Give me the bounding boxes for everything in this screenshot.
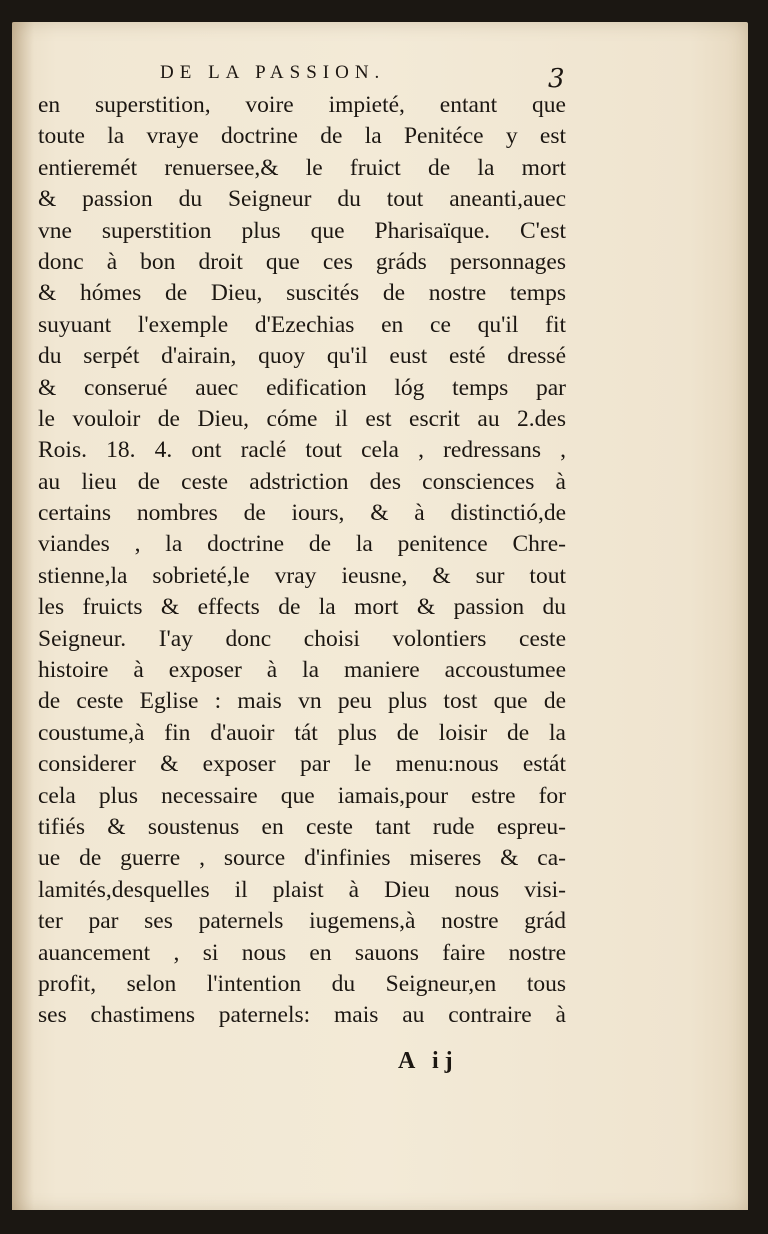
running-head: DE LA PASSION. — [160, 62, 386, 83]
text-line: ter par ses paternels iugemens,à nostre grád — [38, 908, 566, 935]
text-line: en superstition, voire impieté, entant que — [38, 92, 566, 118]
text-line: les fruicts & effects de la mort & passion du — [38, 594, 566, 621]
text-line: & conserué auec edification lóg temps par — [38, 374, 566, 401]
text-line: de ceste Eglise : mais vn peu plus tost que de — [38, 688, 566, 715]
text-line: coustume,à fin d'auoir tát plus de loisir de la — [38, 719, 566, 746]
text-line: Rois. 18. 4. ont raclé tout cela , redressans , — [38, 437, 566, 464]
signature-mark: A ij — [398, 1048, 459, 1074]
text-line: auancement , si nous en sauons faire nostre — [38, 939, 566, 966]
page-number: 3 — [548, 64, 565, 94]
text-line: du serpét d'airain, quoy qu'il eust esté dressé — [38, 343, 566, 370]
text-line: suyuant l'exemple d'Ezechias en ce qu'il fit — [38, 311, 566, 338]
text-line: & passion du Seigneur du tout aneanti,auec — [38, 186, 566, 213]
text-line: tifiés & soustenus en ceste tant rude espreu- — [38, 813, 566, 840]
text-line: le vouloir de Dieu, cóme il est escrit au 2.des — [38, 405, 566, 432]
text-line: considerer & exposer par le menu:nous estát — [38, 751, 566, 778]
text-line: ses chastimens paternels: mais au contraire à — [38, 1002, 566, 1029]
text-line: histoire à exposer à la maniere accoustumee — [38, 657, 566, 684]
text-line: Seigneur. I'ay donc choisi volontiers ceste — [38, 625, 566, 652]
text-line: au lieu de ceste adstriction des consciences à — [38, 468, 566, 495]
text-line: vne superstition plus que Pharisaïque. C'est — [38, 217, 566, 244]
scan-bottom-edge — [0, 1210, 768, 1234]
text-line: lamités,desquelles il plaist à Dieu nous visi- — [38, 876, 566, 903]
text-line: toute la vraye doctrine de la Penitéce y est — [38, 123, 566, 150]
body-text — [38, 90, 566, 1032]
text-line: viandes , la doctrine de la penitence Chre- — [38, 531, 566, 558]
page-gutter-shading — [12, 22, 34, 1212]
text-line: cela plus necessaire que iamais,pour estre for — [38, 782, 566, 809]
text-line: entieremét renuersee,& le fruict de la mort — [38, 154, 566, 181]
text-line: ue de guerre , source d'infinies miseres & ca- — [38, 845, 566, 872]
text-line: stienne,la sobrieté,le vray ieusne, & sur tout — [38, 562, 566, 589]
text-line: donc à bon droit que ces gráds personnages — [38, 248, 566, 275]
text-line: & hómes de Dieu, suscités de nostre temps — [38, 280, 566, 307]
text-line: certains nombres de iours, & à distinctió,de — [38, 500, 566, 527]
text-line: profit, selon l'intention du Seigneur,en tous — [38, 970, 566, 997]
